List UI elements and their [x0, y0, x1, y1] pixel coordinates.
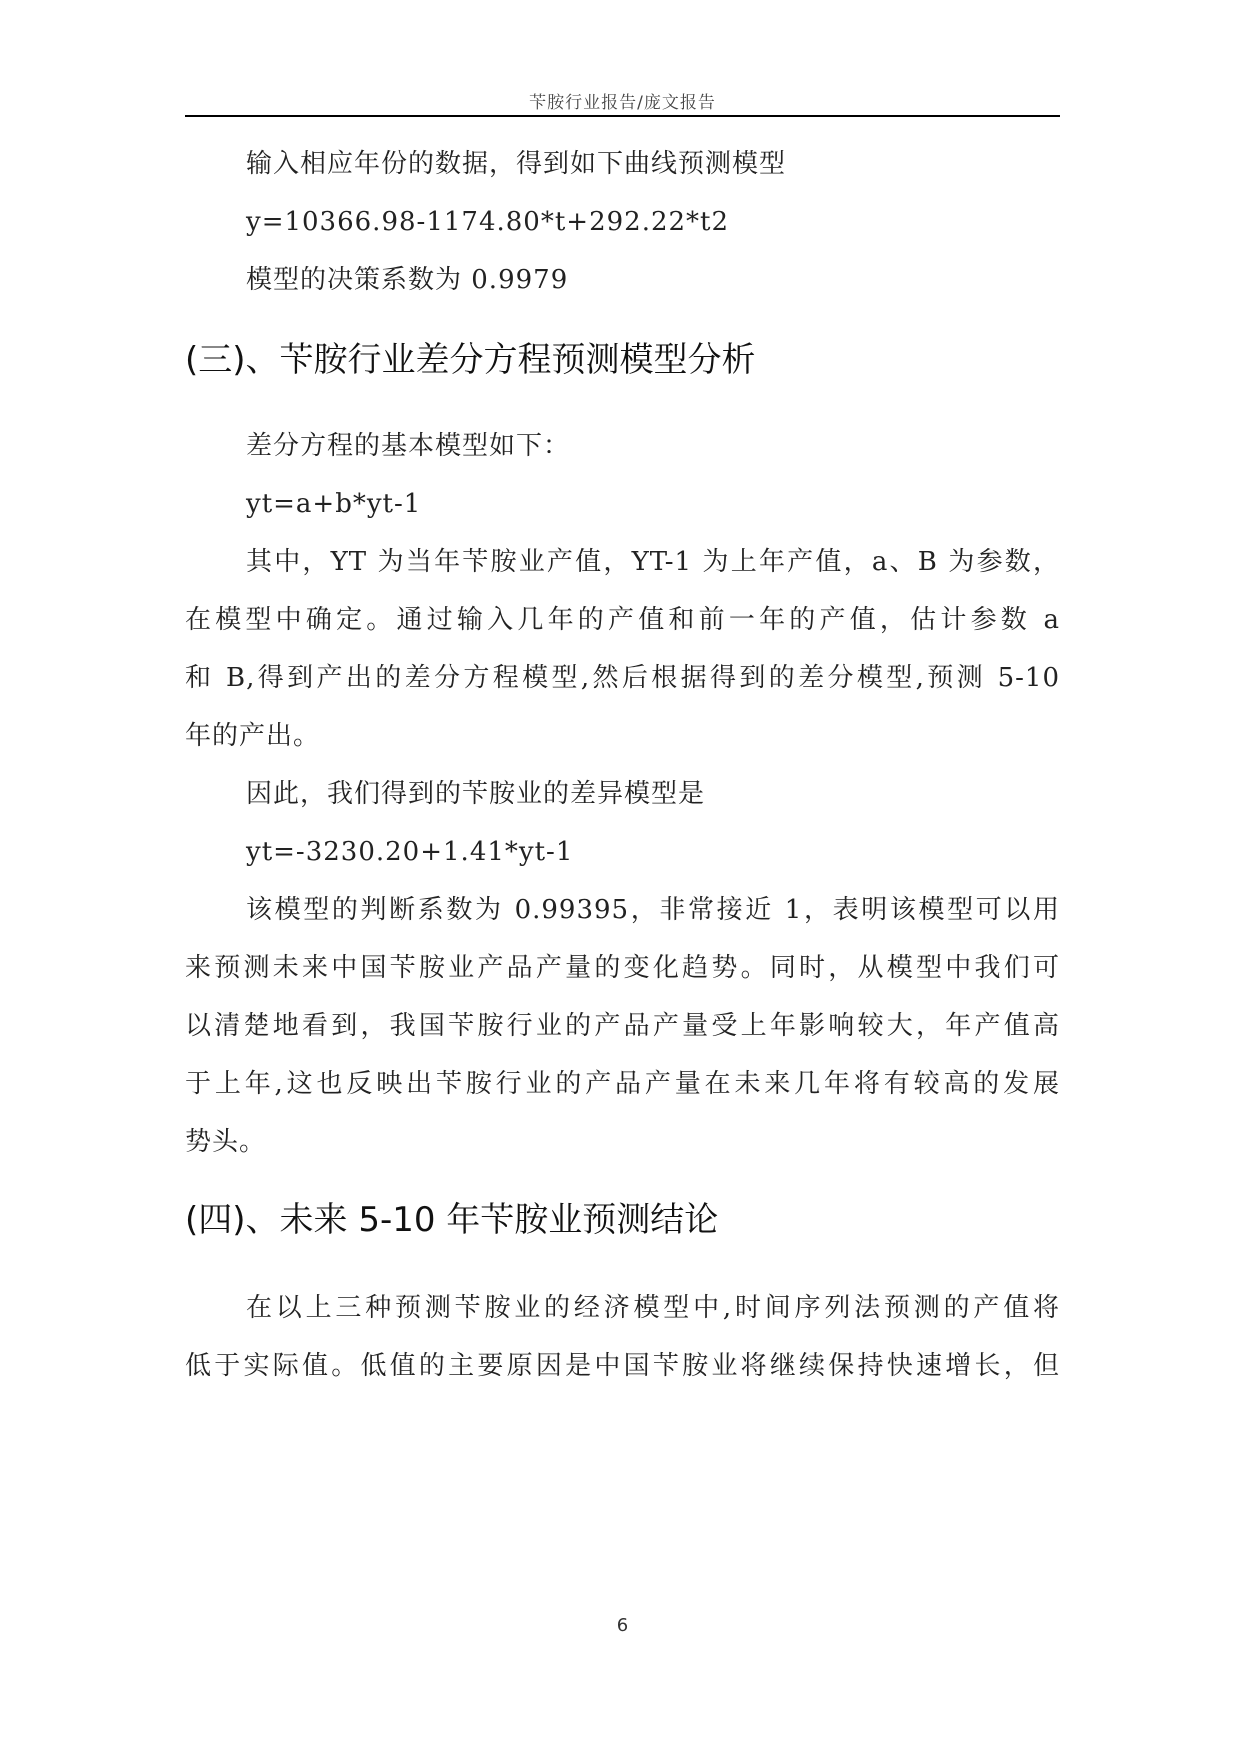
explanation-line: 在模型中确定。通过输入几年的产值和前一年的产值，估计参数 a: [185, 605, 1060, 635]
page-number: 6: [616, 1615, 629, 1636]
result-intro-text: 因此，我们得到的苄胺业的差异模型是: [246, 779, 706, 809]
difference-result-formula: yt=-3230.20+1.41*yt-1: [246, 837, 574, 867]
curve-model-formula: y=10366.98-1174.80*t+292.22*t2: [246, 207, 730, 237]
header-divider: [185, 115, 1060, 117]
model-intro-text: 输入相应年份的数据，得到如下曲线预测模型: [246, 149, 787, 179]
difference-basic-formula: yt=a+b*yt-1: [246, 489, 422, 519]
forecast-line: 低于实际值。低值的主要原因是中国苄胺业将继续保持快速增长，但: [185, 1351, 1060, 1381]
section-four-heading: (四)、未来 5-10 年苄胺业预测结论: [185, 1200, 719, 1240]
explanation-line: 年的产出。: [185, 721, 321, 751]
difference-basic-intro: 差分方程的基本模型如下：: [246, 431, 571, 461]
decision-coefficient-text: 模型的决策系数为 0.9979: [246, 265, 569, 295]
section-three-heading: (三)、苄胺行业差分方程预测模型分析: [185, 340, 756, 380]
explanation-line: 和 B,得到产出的差分方程模型,然后根据得到的差分模型,预测 5-10: [185, 663, 1060, 693]
explanation-line: 其中，YT 为当年苄胺业产值，YT-1 为上年产值，a、B 为参数，: [246, 547, 1060, 577]
forecast-line: 在以上三种预测苄胺业的经济模型中,时间序列法预测的产值将: [246, 1293, 1060, 1323]
conclusion-line: 以清楚地看到，我国苄胺行业的产品产量受上年影响较大，年产值高: [185, 1011, 1060, 1041]
page-header: 苄胺行业报告/庞文报告: [529, 93, 716, 113]
conclusion-line: 势头。: [185, 1127, 267, 1157]
conclusion-line: 该模型的判断系数为 0.99395，非常接近 1，表明该模型可以用: [246, 895, 1060, 925]
conclusion-line: 于上年,这也反映出苄胺行业的产品产量在未来几年将有较高的发展: [185, 1069, 1060, 1099]
conclusion-line: 来预测未来中国苄胺业产品产量的变化趋势。同时，从模型中我们可: [185, 953, 1060, 983]
